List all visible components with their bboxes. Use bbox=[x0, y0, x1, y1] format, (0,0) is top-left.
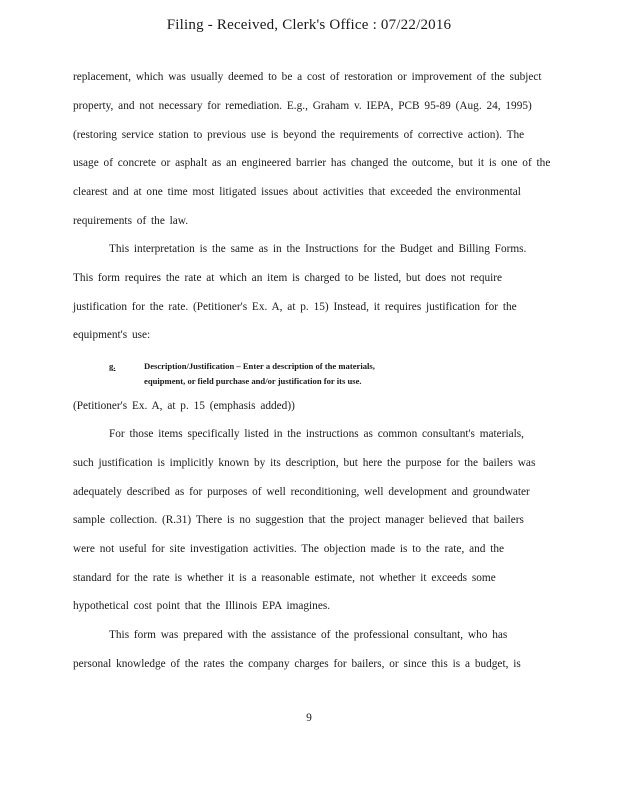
paragraph-line: equipment's use: bbox=[73, 329, 151, 341]
filing-stamp-header: Filing - Received, Clerk's Office : 07/22/2016 bbox=[166, 17, 452, 33]
paragraph-line: replacement, which was usually deemed to be a cost of restoration or improvement of the subject bbox=[73, 71, 542, 83]
paragraph-line: justification for the rate. (Petitioner's Ex. A, at p. 15) Instead, it requires justification for the bbox=[73, 301, 517, 313]
paragraph-line: property, and not necessary for remediation. E.g., Graham v. IEPA, PCB 95-89 (Aug. 24, 1995) bbox=[73, 100, 532, 112]
page-number: 9 bbox=[306, 712, 312, 724]
paragraph-line: This form was prepared with the assistance of the professional consultant, who has bbox=[109, 629, 508, 641]
quote-line: Description/Justification – Enter a description of the materials, bbox=[144, 361, 375, 371]
paragraph-line: hypothetical cost point that the Illinois EPA imagines. bbox=[73, 600, 331, 612]
quote-marker: g. bbox=[109, 361, 116, 371]
paragraph-line: requirements of the law. bbox=[73, 215, 189, 227]
quote-citation: (Petitioner's Ex. A, at p. 15 (emphasis added)) bbox=[73, 400, 295, 412]
paragraph-line: personal knowledge of the rates the company charges for bailers, or since this is a budget, is bbox=[73, 658, 521, 670]
paragraph-line: sample collection. (R.31) There is no suggestion that the project manager believed that bailers bbox=[73, 514, 524, 526]
paragraph-line: usage of concrete or asphalt as an engineered barrier has changed the outcome, but it is one of the bbox=[73, 157, 551, 169]
paragraph-line: standard for the rate is whether it is a reasonable estimate, not whether it exceeds some bbox=[73, 572, 496, 584]
paragraph-line: such justification is implicitly known by its description, but here the purpose for the bailers was bbox=[73, 457, 536, 469]
paragraph-line: This form requires the rate at which an item is charged to be listed, but does not require bbox=[73, 272, 503, 284]
paragraph-line: were not useful for site investigation activities. The objection made is to the rate, and the bbox=[73, 543, 505, 555]
paragraph-line: For those items specifically listed in the instructions as common consultant's materials, bbox=[109, 428, 524, 440]
quote-line: equipment, or field purchase and/or justification for its use. bbox=[144, 376, 362, 386]
paragraph-line: (restoring service station to previous use is beyond the requirements of corrective action). The bbox=[73, 129, 525, 141]
paragraph-line: adequately described as for purposes of well reconditioning, well development and groundwater bbox=[73, 486, 530, 498]
paragraph-line: clearest and at one time most litigated issues about activities that exceeded the environmental bbox=[73, 186, 521, 198]
paragraph-line: This interpretation is the same as in the Instructions for the Budget and Billing Forms. bbox=[109, 243, 527, 255]
